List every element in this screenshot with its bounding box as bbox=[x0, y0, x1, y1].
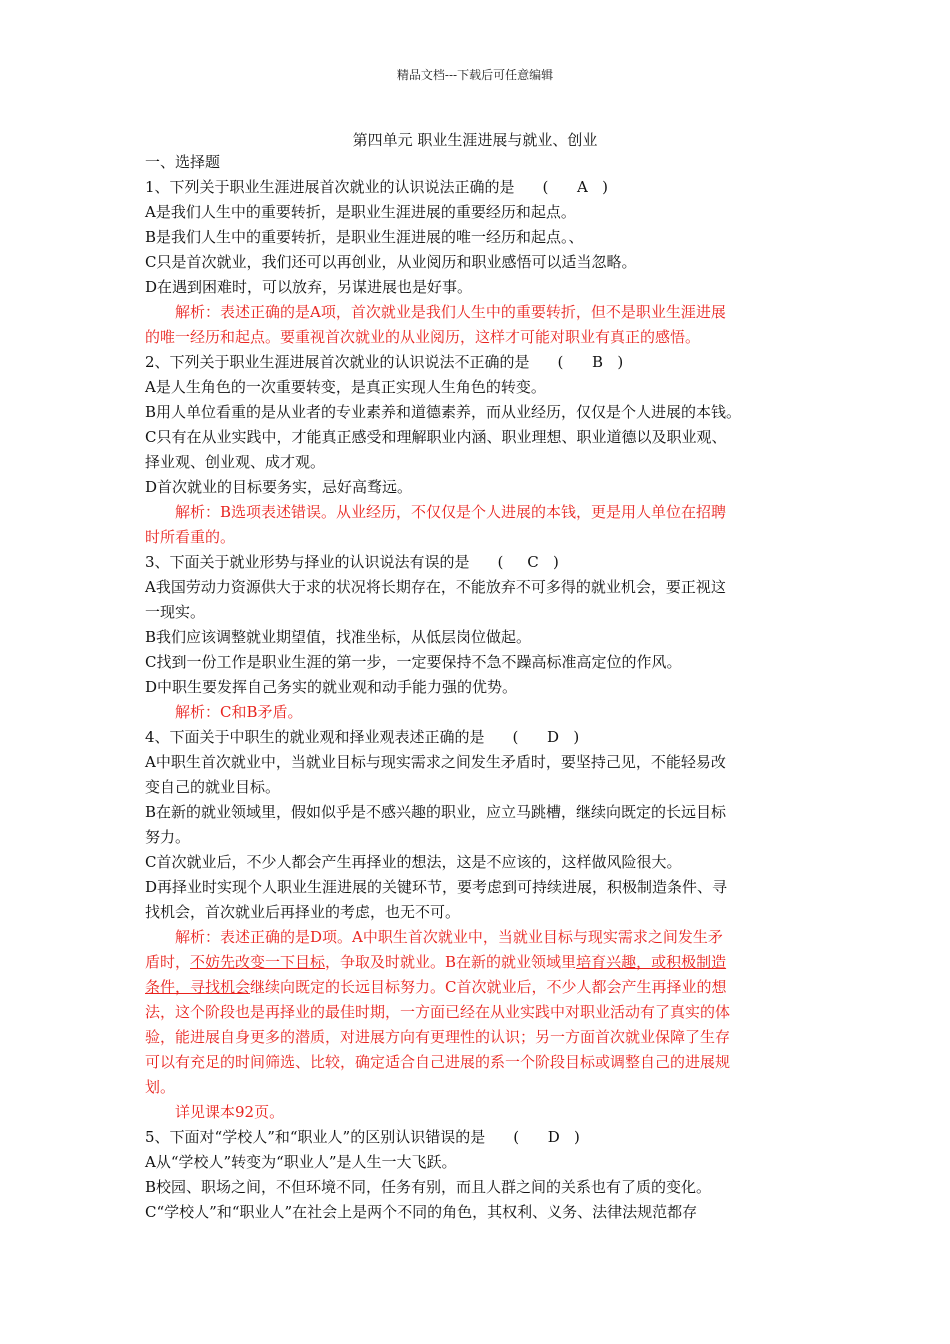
question-2-stem bbox=[145, 350, 815, 375]
underlined-text: 条件，寻找机会 bbox=[145, 978, 251, 996]
question-stem-text: 2、下列关于职业生涯进展首次就业的认识说法不正确的是 bbox=[145, 353, 530, 371]
option-b-continued: 努力。 bbox=[145, 828, 191, 846]
question-5-stem bbox=[145, 1125, 815, 1150]
answer-key: ( A ) bbox=[542, 178, 608, 196]
option-a-continued: 一现实。 bbox=[145, 603, 206, 621]
analysis-line: 解析：C和B矛盾。 bbox=[175, 703, 303, 721]
option-a: A是我们人生中的重要转折，是职业生涯进展的重要经历和起点。 bbox=[145, 203, 576, 221]
option-b: B是我们人生中的重要转折，是职业生涯进展的唯一经历和起点。、 bbox=[145, 228, 584, 246]
document-body bbox=[145, 150, 815, 1225]
answer-key: ( B ) bbox=[557, 353, 624, 371]
option-c: C只有在从业实践中，才能真正感受和理解职业内涵、职业理想、职业道德以及职业观、 bbox=[145, 428, 727, 446]
option-c: C只是首次就业，我们还可以再创业，从业阅历和职业感悟可以适当忽略。 bbox=[145, 253, 637, 271]
question-1-stem bbox=[145, 175, 815, 200]
reference-note: 详见课本92页。 bbox=[175, 1103, 285, 1121]
underlined-text: 不妨先改变一下目标 bbox=[190, 953, 326, 971]
answer-key: ( D ) bbox=[513, 1128, 580, 1146]
option-d: D在遇到困难时，可以放弃，另谋进展也是好事。 bbox=[145, 278, 473, 296]
option-c: C找到一份工作是职业生涯的第一步，一定要保持不急不躁高标准高定位的作风。 bbox=[145, 653, 682, 671]
question-stem-text: 1、下列关于职业生涯进展首次就业的认识说法正确的是 bbox=[145, 178, 515, 196]
analysis-line: 解析：B选项表述错误。从业经历，不仅仅是个人进展的本钱，更是用人单位在招聘 bbox=[175, 503, 727, 521]
answer-key: ( C ) bbox=[497, 553, 559, 571]
option-b: B在新的就业领域里，假如似乎是不感兴趣的职业，应立马跳槽，继续向既定的长远目标 bbox=[145, 803, 727, 821]
analysis-line: 解析：表述正确的是A项，首次就业是我们人生中的重要转折，但不是职业生涯进展 bbox=[175, 303, 726, 321]
analysis-line bbox=[145, 950, 815, 975]
option-b: B校园、职场之间，不但环境不同，任务有别，而且人群之间的关系也有了质的变化。 bbox=[145, 1178, 712, 1196]
option-a: A中职生首次就业中，当就业目标与现实需求之间发生矛盾时，要坚持己见，不能轻易改 bbox=[145, 753, 726, 771]
page-title: 第四单元 职业生涯进展与就业、创业 bbox=[352, 131, 598, 149]
analysis-line: 的唯一经历和起点。要重视首次就业的从业阅历，这样才可能对职业有真正的感悟。 bbox=[145, 328, 701, 346]
analysis-line: 解析：表述正确的是D项。A中职生首次就业中，当就业目标与现实需求之间发生矛 bbox=[175, 928, 723, 946]
option-b: B我们应该调整就业期望值，找准坐标，从低层岗位做起。 bbox=[145, 628, 532, 646]
option-b: B用人单位看重的是从业者的专业素养和道德素养，而从业经历，仅仅是个人进展的本钱。 bbox=[145, 403, 742, 421]
question-4-stem bbox=[145, 725, 815, 750]
question-3-stem bbox=[145, 550, 815, 575]
question-stem-text: 5、下面对“学校人”和“职业人”的区别认识错误的是 bbox=[145, 1128, 486, 1146]
analysis-text: 继续向既定的长远目标努力。C首次就业后，不少人都会产生再择业的想 bbox=[250, 978, 727, 996]
option-a: A是人生角色的一次重要转变，是真正实现人生角色的转变。 bbox=[145, 378, 546, 396]
section-heading: 一、选择题 bbox=[145, 153, 221, 171]
analysis-line: 划。 bbox=[145, 1078, 176, 1096]
analysis-text: 盾时， bbox=[145, 953, 191, 971]
option-d: D再择业时实现个人职业生涯进展的关键环节，要考虑到可持续进展，积极制造条件、寻 bbox=[145, 878, 728, 896]
option-c: C首次就业后，不少人都会产生再择业的想法，这是不应该的，这样做风险很大。 bbox=[145, 853, 682, 871]
option-d: D首次就业的目标要务实，忌好高骛远。 bbox=[145, 478, 413, 496]
option-d-continued: 找机会，首次就业后再择业的考虑，也无不可。 bbox=[145, 903, 461, 921]
option-a: A我国劳动力资源供大于求的状况将长期存在，不能放弃不可多得的就业机会，要正视这 bbox=[145, 578, 726, 596]
analysis-text: ，争取及时就业。B在新的就业领域里 bbox=[325, 953, 577, 971]
analysis-line: 验，能进展自身更多的潜质，对进展方向有更理性的认识；另一方面首次就业保障了生存 bbox=[145, 1028, 731, 1046]
question-stem-text: 3、下面关于就业形势与择业的认识说法有误的是 bbox=[145, 553, 470, 571]
analysis-line: 可以有充足的时间筛选、比较，确定适合自己进展的系一个阶段目标或调整自己的进展规 bbox=[145, 1053, 731, 1071]
page-header: 精品文档---下载后可任意编辑 bbox=[396, 68, 554, 82]
option-c-continued: 择业观、创业观、成才观。 bbox=[145, 453, 326, 471]
option-c: C“学校人”和“职业人”在社会上是两个不同的角色，其权利、义务、法律法规范都存 bbox=[145, 1203, 698, 1221]
analysis-line: 时所看重的。 bbox=[145, 528, 236, 546]
analysis-line: 法，这个阶段也是再择业的最佳时期，一方面已经在从业实践中对职业活动有了真实的体 bbox=[145, 1003, 731, 1021]
analysis-line bbox=[145, 975, 815, 1000]
question-stem-text: 4、下面关于中职生的就业观和择业观表述正确的是 bbox=[145, 728, 485, 746]
answer-key: ( D ) bbox=[512, 728, 580, 746]
option-d: D中职生要发挥自己务实的就业观和动手能力强的优势。 bbox=[145, 678, 518, 696]
option-a: A从“学校人”转变为“职业人”是人生一大飞跃。 bbox=[145, 1153, 457, 1171]
option-a-continued: 变自己的就业目标。 bbox=[145, 778, 281, 796]
underlined-text: 培育兴趣，或积极制造 bbox=[576, 953, 727, 971]
